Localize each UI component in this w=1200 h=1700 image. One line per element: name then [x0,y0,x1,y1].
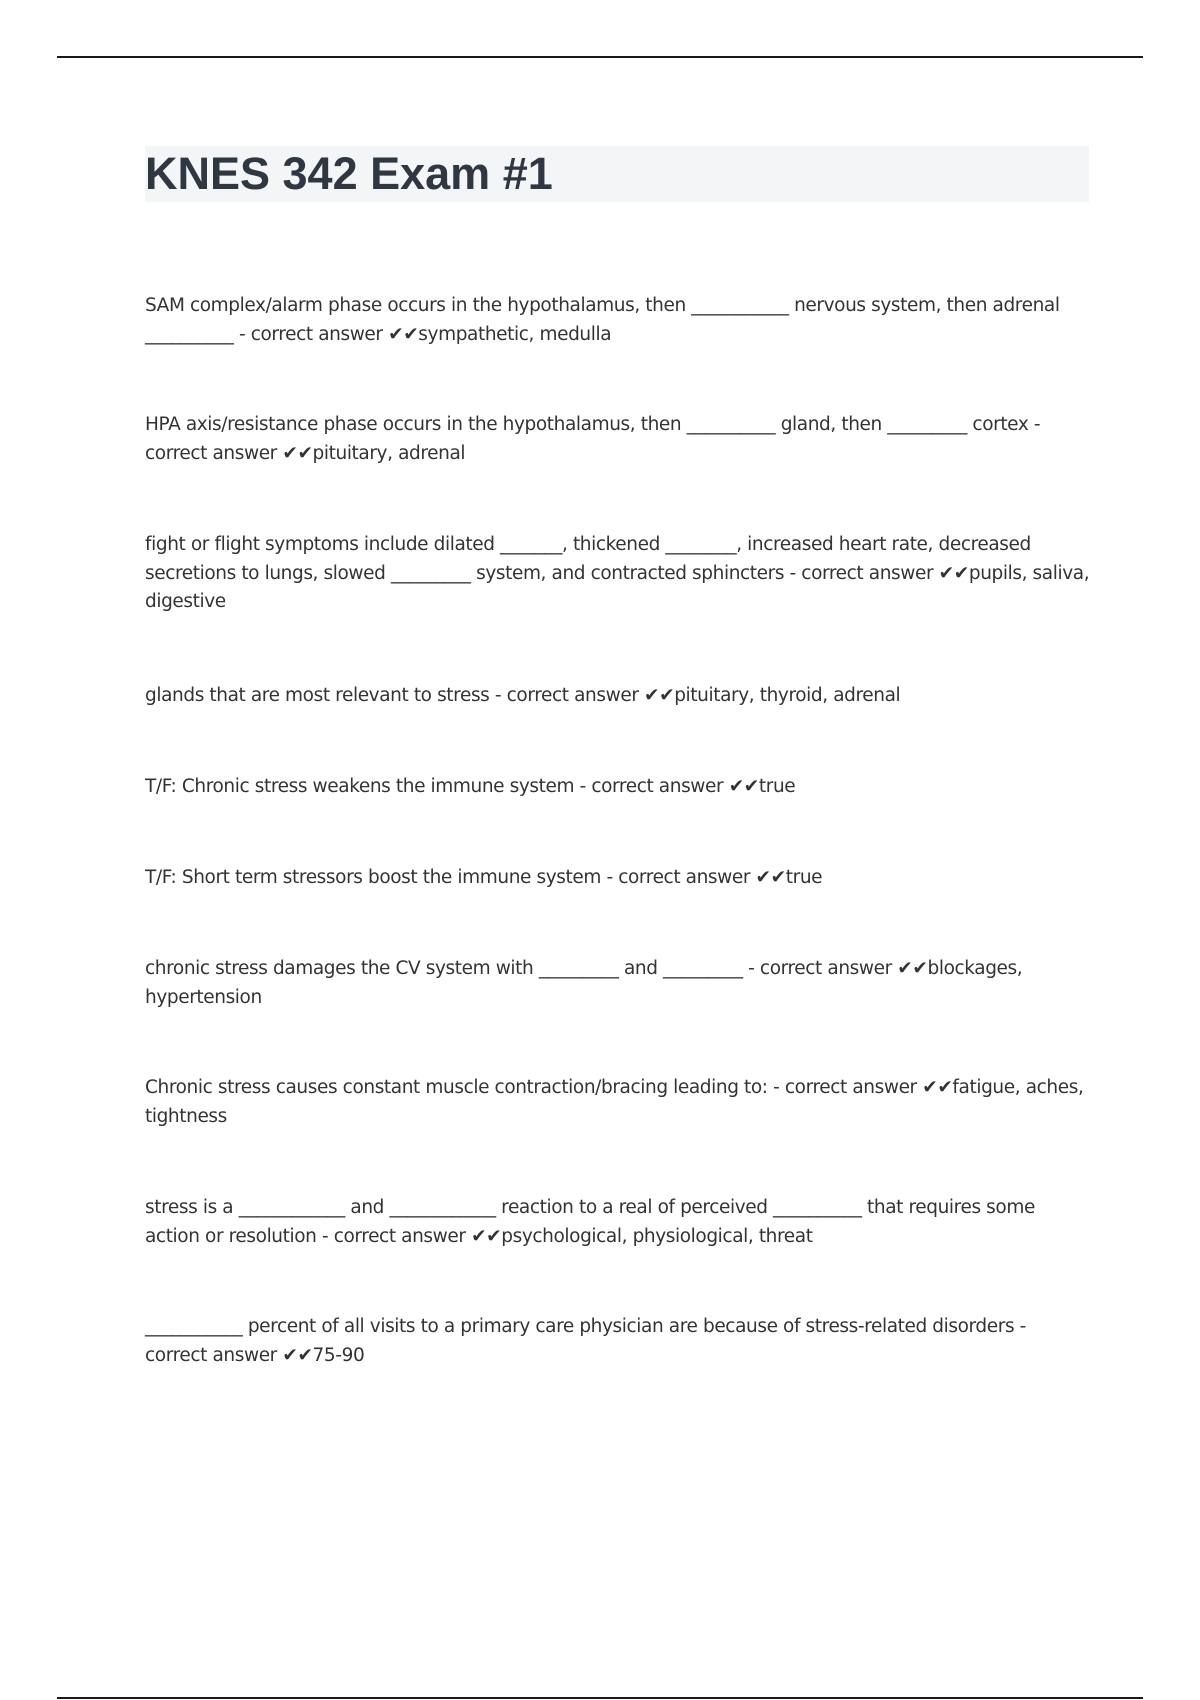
page-title: KNES 342 Exam #1 [145,148,553,199]
qa-item-7: chronic stress damages the CV system with _________ and _________ - correct answer ✔✔blockages, hypertension [145,958,1023,1008]
header-rule [57,56,1143,58]
qa-item-8: Chronic stress causes constant muscle contraction/bracing leading to: - correct answer ✔✔fatigue, aches, tightness [145,1077,1084,1127]
qa-item-6: T/F: Short term stressors boost the immune system - correct answer ✔✔true [145,867,823,888]
qa-item-10: ___________ percent of all visits to a primary care physician are because of stress-related disorders - correct answer ✔✔75-90 [145,1316,1026,1366]
footer-rule [57,1697,1143,1699]
qa-item-2: HPA axis/resistance phase occurs in the hypothalamus, then __________ gland, then _________ cortex - correct answer ✔✔pituitary, adrenal [145,414,1041,464]
qa-item-5: T/F: Chronic stress weakens the immune system - correct answer ✔✔true [145,776,796,797]
qa-item-9: stress is a ____________ and ____________ reaction to a real of perceived __________ that requires some action or resolution - correct answer ✔✔psychological, physiological, threat [145,1197,1035,1247]
qa-item-4: glands that are most relevant to stress - correct answer ✔✔pituitary, thyroid, adrenal [145,685,901,706]
qa-item-3: fight or flight symptoms include dilated _______, thickened ________, increased heart rate, decreased secretions to lungs, slowed _________ system, and contracted sphincters - correct answer ✔✔pupils, saliva, digestive [145,534,1090,612]
qa-item-1: SAM complex/alarm phase occurs in the hypothalamus, then ___________ nervous system, then adrenal __________ - correct answer ✔✔sympathetic, medulla [145,295,1060,345]
